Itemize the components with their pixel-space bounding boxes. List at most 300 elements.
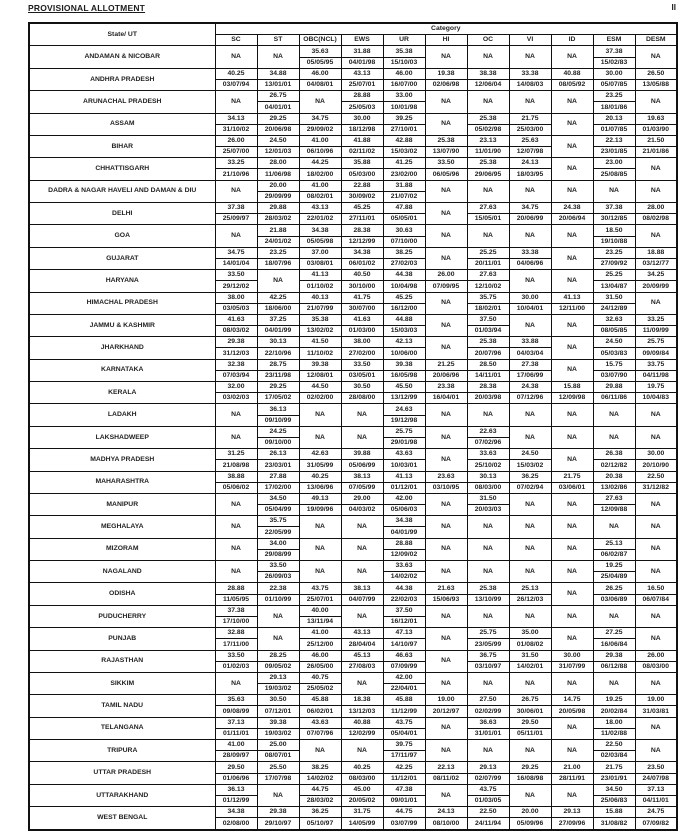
cell-value: 40.75	[299, 672, 341, 683]
cell-date: 07/09/82	[635, 818, 677, 830]
cell-value: 38.25	[383, 247, 425, 258]
cell-value: 46.63	[383, 650, 425, 661]
cell-na: NA	[635, 292, 677, 314]
cell-date: 16/05/98	[383, 370, 425, 381]
cell-date: 18/02/01	[467, 303, 509, 314]
cell-date: 14/10/97	[383, 639, 425, 650]
cell-date: 13/02/02	[299, 326, 341, 337]
cell-na: NA	[341, 516, 383, 538]
cell-na: NA	[593, 404, 635, 426]
cell-date: 09/05/02	[257, 661, 299, 672]
cell-value: 36.13	[215, 784, 257, 795]
cell-date: 08/03/00	[467, 482, 509, 493]
state-name: UTTAR PRADESH	[29, 762, 215, 784]
cell-date: 20/10/90	[635, 460, 677, 471]
cell-date: 31/07/99	[551, 661, 593, 672]
cell-na: NA	[467, 538, 509, 560]
cell-na: NA	[467, 404, 509, 426]
cell-date: 07/09/99	[383, 661, 425, 672]
cell-date: 06/07/84	[635, 594, 677, 605]
cell-value: 38.00	[341, 337, 383, 348]
cell-value: 30.00	[509, 292, 551, 303]
category-header: OBC(NCL)	[299, 35, 341, 46]
cell-na: NA	[551, 113, 593, 135]
state-name: RAJASTHAN	[29, 650, 215, 672]
page-number: II	[671, 3, 676, 12]
cell-date: 24/07/98	[635, 773, 677, 784]
cell-value: 25.25	[467, 247, 509, 258]
cell-value: 33.50	[425, 158, 467, 169]
cell-value: 34.38	[215, 807, 257, 818]
cell-value: 34.75	[215, 247, 257, 258]
state-row-values	[29, 91, 677, 102]
cell-date: 18/02/00	[299, 169, 341, 180]
cell-na: NA	[551, 135, 593, 157]
cell-value: 41.75	[341, 292, 383, 303]
cell-value: 46.00	[299, 650, 341, 661]
cell-na: NA	[551, 717, 593, 739]
state-name: ODISHA	[29, 583, 215, 605]
cell-value: 29.13	[257, 672, 299, 683]
cell-date: 11/09/99	[635, 326, 677, 337]
cell-value: 29.25	[257, 113, 299, 124]
category-header: ID	[551, 35, 593, 46]
cell-date: 03/07/99	[383, 818, 425, 830]
cell-value: 34.38	[341, 247, 383, 258]
cell-date: 20/11/01	[467, 258, 509, 269]
cell-na: NA	[509, 740, 551, 762]
cell-date: 05/11/01	[509, 728, 551, 739]
cell-value: 33.63	[383, 561, 425, 572]
cell-value: 47.38	[383, 784, 425, 795]
state-name: GUJARAT	[29, 247, 215, 269]
cell-value: 32.88	[215, 628, 257, 639]
cell-value: 25.63	[509, 135, 551, 146]
cell-value: 24.50	[257, 135, 299, 146]
cell-value: 28.75	[257, 359, 299, 370]
cell-value: 33.63	[467, 449, 509, 460]
cell-value: 25.50	[257, 762, 299, 773]
cell-na: NA	[215, 516, 257, 538]
cell-value: 44.75	[299, 784, 341, 795]
cell-na: NA	[425, 225, 467, 247]
cell-date: 30/12/85	[593, 214, 635, 225]
state-row-values	[29, 314, 677, 325]
category-header: HI	[425, 35, 467, 46]
cell-date: 03/07/90	[593, 370, 635, 381]
cell-date: 09/09/84	[635, 348, 677, 359]
cell-na: NA	[467, 46, 509, 68]
state-name: UTTARAKHAND	[29, 784, 215, 806]
cell-na: NA	[551, 91, 593, 113]
cell-na: NA	[425, 247, 467, 269]
cell-value: 40.25	[215, 68, 257, 79]
cell-na: NA	[425, 91, 467, 113]
state-name: JAMMU & KASHMIR	[29, 314, 215, 336]
category-header: ESM	[593, 35, 635, 46]
cell-value: 40.00	[299, 605, 341, 616]
state-name: PUDUCHERRY	[29, 605, 215, 627]
state-name: KARNATAKA	[29, 359, 215, 381]
cell-value: 38.88	[215, 471, 257, 482]
cell-value: 28.38	[467, 382, 509, 393]
cell-date: 20/12/97	[425, 706, 467, 717]
cell-na: NA	[593, 672, 635, 694]
cell-date: 16/08/98	[509, 773, 551, 784]
state-name: LADAKH	[29, 404, 215, 426]
cell-value: 41.00	[299, 180, 341, 191]
cell-value: 28.88	[215, 583, 257, 594]
state-row-values	[29, 471, 677, 482]
cell-na: NA	[425, 740, 467, 762]
cell-value: 24.75	[635, 807, 677, 818]
state-name: HARYANA	[29, 270, 215, 292]
cell-na: NA	[425, 516, 467, 538]
cell-date: 10/04/01	[509, 303, 551, 314]
cell-date: 07/03/94	[215, 370, 257, 381]
category-header: OC	[467, 35, 509, 46]
state-name: JHARKHAND	[29, 337, 215, 359]
cell-value: 49.13	[299, 493, 341, 504]
cell-na: NA	[215, 180, 257, 202]
cell-value: 39.38	[383, 359, 425, 370]
cell-na: NA	[551, 605, 593, 627]
cell-value: 37.50	[467, 314, 509, 325]
cell-na: NA	[215, 493, 257, 515]
cell-value: 45.00	[341, 784, 383, 795]
cell-date: 08/11/02	[425, 773, 467, 784]
cell-date: 01/03/90	[635, 124, 677, 135]
cell-date: 05/05/01	[383, 214, 425, 225]
cell-date: 06/01/02	[341, 258, 383, 269]
cell-date: 20/06/99	[509, 214, 551, 225]
cell-na: NA	[551, 225, 593, 247]
cell-value: 35.75	[257, 516, 299, 527]
cell-date: 18/12/98	[341, 124, 383, 135]
cell-value: 25.13	[509, 583, 551, 594]
state-name: GOA	[29, 225, 215, 247]
cell-date: 02/02/99	[467, 706, 509, 717]
cell-na: NA	[509, 784, 551, 806]
cell-na: NA	[509, 91, 551, 113]
state-row-values	[29, 68, 677, 79]
cell-value: 37.25	[257, 314, 299, 325]
cell-value: 29.25	[257, 382, 299, 393]
cell-value: 33.38	[509, 247, 551, 258]
cell-date: 13/01/01	[257, 79, 299, 90]
cell-value: 47.13	[383, 628, 425, 639]
state-name: ARUNACHAL PRADESH	[29, 91, 215, 113]
cell-na: NA	[551, 270, 593, 292]
cell-date: 05/04/01	[383, 728, 425, 739]
cell-date: 16/07/00	[383, 79, 425, 90]
cell-na: NA	[635, 158, 677, 180]
cell-date: 11/05/95	[215, 594, 257, 605]
cell-value: 39.75	[383, 740, 425, 751]
cell-date: 14/08/03	[509, 79, 551, 90]
cell-value: 38.13	[341, 471, 383, 482]
cell-value: 27.88	[257, 471, 299, 482]
cell-na: NA	[635, 516, 677, 538]
cell-na: NA	[467, 516, 509, 538]
cell-na: NA	[509, 561, 551, 583]
cell-date: 13/05/88	[635, 79, 677, 90]
cell-date: 04/11/98	[635, 370, 677, 381]
cell-na: NA	[425, 628, 467, 650]
cell-date: 01/10/02	[299, 281, 341, 292]
cell-value: 24.50	[509, 449, 551, 460]
cell-date: 24/12/89	[593, 303, 635, 314]
cell-na: NA	[467, 180, 509, 202]
cell-date: 07/07/96	[299, 728, 341, 739]
cell-na: NA	[551, 493, 593, 515]
state-name: SIKKIM	[29, 672, 215, 694]
cell-value: 31.88	[341, 46, 383, 57]
cell-value: 18.50	[593, 225, 635, 236]
cell-na: NA	[341, 605, 383, 627]
cell-date: 15/03/02	[509, 460, 551, 471]
cell-na: NA	[635, 46, 677, 68]
cell-date: 05/10/97	[299, 818, 341, 830]
cell-date: 01/02/03	[215, 661, 257, 672]
cell-value: 43.75	[467, 784, 509, 795]
cell-date: 26/09/03	[257, 572, 299, 583]
cell-date: 01/03/94	[467, 326, 509, 337]
state-row-values	[29, 650, 677, 661]
cell-na: NA	[635, 672, 677, 694]
cell-date: 20/05/02	[341, 795, 383, 806]
cell-value: 22.50	[635, 471, 677, 482]
cell-value: 26.00	[635, 650, 677, 661]
cell-value: 22.13	[425, 762, 467, 773]
state-row-values	[29, 762, 677, 773]
cell-date: 03/05/01	[341, 370, 383, 381]
cell-date: 31/05/99	[299, 460, 341, 471]
state-name: MEGHALAYA	[29, 516, 215, 538]
state-row-values	[29, 180, 677, 191]
state-row-values	[29, 292, 677, 303]
cell-date: 01/06/96	[215, 773, 257, 784]
cell-value: 41.00	[215, 740, 257, 751]
cell-date: 10/06/00	[383, 348, 425, 359]
cell-value: 31.75	[341, 807, 383, 818]
cell-na: NA	[551, 449, 593, 471]
cell-date: 31/12/03	[215, 348, 257, 359]
cell-na: NA	[593, 180, 635, 202]
cell-value: 16.50	[635, 583, 677, 594]
cell-date: 28/04/04	[341, 639, 383, 650]
cell-value: 20.00	[509, 807, 551, 818]
cell-value: 21.63	[425, 583, 467, 594]
cell-date: 15/05/01	[467, 214, 509, 225]
cell-value: 30.00	[635, 449, 677, 460]
cell-date: 15/03/03	[383, 326, 425, 337]
cell-date: 28/03/02	[257, 214, 299, 225]
cell-date: 14/02/02	[383, 572, 425, 583]
cell-value: 22.38	[257, 583, 299, 594]
cell-date: 27/02/00	[341, 348, 383, 359]
cell-value: 22.63	[467, 426, 509, 437]
category-header: ST	[257, 35, 299, 46]
cell-date: 20/03/03	[467, 505, 509, 516]
cell-date: 04/08/01	[299, 79, 341, 90]
cell-date: 01/03/00	[341, 326, 383, 337]
cell-na: NA	[425, 46, 467, 68]
cell-date: 19/03/02	[257, 684, 299, 695]
cell-date: 02/08/00	[215, 818, 257, 830]
cell-value: 26.13	[257, 449, 299, 460]
cell-value: 26.00	[215, 135, 257, 146]
cell-value: 27.63	[467, 270, 509, 281]
state-name: ANDHRA PRADESH	[29, 68, 215, 90]
cell-value: 45.25	[383, 292, 425, 303]
cell-date: 19/03/02	[257, 728, 299, 739]
cell-na: NA	[425, 561, 467, 583]
cell-date: 13/06/96	[299, 482, 341, 493]
category-header: SC	[215, 35, 257, 46]
state-row-values	[29, 516, 677, 527]
cell-value: 35.63	[299, 46, 341, 57]
cell-value: 36.13	[257, 404, 299, 415]
cell-na: NA	[425, 650, 467, 672]
cell-date: 30/07/00	[341, 303, 383, 314]
cell-na: NA	[551, 337, 593, 359]
state-name: TELANGANA	[29, 717, 215, 739]
cell-value: 27.25	[593, 628, 635, 639]
cell-date: 27/09/96	[551, 818, 593, 830]
state-row-values	[29, 583, 677, 594]
cell-na: NA	[635, 740, 677, 762]
cell-value: 31.50	[593, 292, 635, 303]
cell-na: NA	[341, 426, 383, 448]
cell-value: 28.88	[383, 538, 425, 549]
cell-value: 34.75	[299, 113, 341, 124]
cell-date: 23/02/00	[383, 169, 425, 180]
cell-value: 44.38	[383, 583, 425, 594]
cell-date: 07/02/96	[467, 437, 509, 448]
cell-value: 24.38	[551, 203, 593, 214]
cell-date: 09/08/99	[215, 706, 257, 717]
cell-date: 05/03/00	[341, 169, 383, 180]
cell-date: 23/05/99	[467, 639, 509, 650]
state-row-values	[29, 247, 677, 258]
cell-value: 21.75	[593, 762, 635, 773]
cell-value: 44.25	[299, 158, 341, 169]
cell-date: 11/01/90	[467, 147, 509, 158]
cell-value: 29.13	[467, 762, 509, 773]
cell-value: 23.63	[425, 471, 467, 482]
cell-date: 05/02/98	[467, 124, 509, 135]
cell-value: 25.75	[635, 337, 677, 348]
cell-date: 17/02/00	[257, 482, 299, 493]
cell-date: 08/03/02	[215, 326, 257, 337]
cell-date: 27/02/03	[383, 258, 425, 269]
cell-value: 29.00	[341, 493, 383, 504]
cell-value: 29.13	[551, 807, 593, 818]
cell-value: 15.75	[593, 359, 635, 370]
cell-date: 13/12/03	[341, 706, 383, 717]
cell-value: 34.38	[383, 516, 425, 527]
cell-na: NA	[635, 605, 677, 627]
cell-value: 37.38	[215, 203, 257, 214]
state-name: ASSAM	[29, 113, 215, 135]
cell-value: 19.00	[635, 695, 677, 706]
cell-date: 25/07/00	[215, 147, 257, 158]
cell-value: 28.25	[257, 650, 299, 661]
cell-value: 19.00	[425, 695, 467, 706]
state-name: KERALA	[29, 382, 215, 404]
cell-na: NA	[425, 404, 467, 426]
cell-date: 19/12/98	[383, 415, 425, 426]
cell-date: 23/01/85	[593, 147, 635, 158]
cell-value: 41.88	[341, 135, 383, 146]
cell-na: NA	[593, 426, 635, 448]
cell-date: 06/05/96	[425, 169, 467, 180]
cell-value: 43.13	[341, 68, 383, 79]
cell-na: NA	[635, 426, 677, 448]
cell-value: 45.25	[341, 203, 383, 214]
cell-value: 24.38	[509, 382, 551, 393]
cell-value: 23.13	[467, 135, 509, 146]
header-row-group	[29, 23, 677, 35]
cell-na: NA	[509, 46, 551, 68]
cell-na: NA	[635, 538, 677, 560]
state-row-values	[29, 426, 677, 437]
cell-date: 29/12/02	[215, 281, 257, 292]
cell-value: 29.25	[509, 762, 551, 773]
cell-na: NA	[551, 314, 593, 336]
cell-date: 06/02/01	[299, 706, 341, 717]
cell-value: 33.50	[215, 650, 257, 661]
cell-value: 44.88	[383, 314, 425, 325]
state-row-values	[29, 717, 677, 728]
cell-value: 26.25	[593, 583, 635, 594]
state-row-values	[29, 46, 677, 57]
cell-na: NA	[425, 337, 467, 359]
cell-date: 21/01/86	[635, 147, 677, 158]
cell-date: 09/10/00	[257, 437, 299, 448]
cell-value: 31.50	[467, 493, 509, 504]
cell-na: NA	[635, 561, 677, 583]
cell-value: 22.50	[593, 740, 635, 751]
cell-value: 25.75	[383, 426, 425, 437]
cell-value: 45.50	[383, 382, 425, 393]
cell-date: 18/01/86	[593, 102, 635, 113]
cell-value: 20.00	[257, 180, 299, 191]
cell-date: 19/10/88	[593, 236, 635, 247]
category-header: UR	[383, 35, 425, 46]
cell-value: 31.88	[383, 180, 425, 191]
cell-date: 13/02/86	[593, 482, 635, 493]
cell-value: 37.38	[593, 203, 635, 214]
cell-date: 06/02/87	[593, 549, 635, 560]
cell-value: 25.38	[467, 158, 509, 169]
cell-value: 28.88	[341, 91, 383, 102]
cell-date: 28/03/02	[299, 795, 341, 806]
cell-value: 33.75	[635, 359, 677, 370]
cell-value: 21.00	[551, 762, 593, 773]
category-header: DESM	[635, 35, 677, 46]
allotment-table-body	[29, 46, 677, 830]
cell-value: 34.50	[257, 493, 299, 504]
cell-value: 23.50	[635, 762, 677, 773]
cell-date: 21/07/02	[383, 191, 425, 202]
cell-value: 23.00	[593, 158, 635, 169]
cell-date: 22/04/01	[383, 684, 425, 695]
cell-value: 37.00	[299, 247, 341, 258]
cell-value: 19.75	[635, 382, 677, 393]
cell-na: NA	[551, 538, 593, 560]
